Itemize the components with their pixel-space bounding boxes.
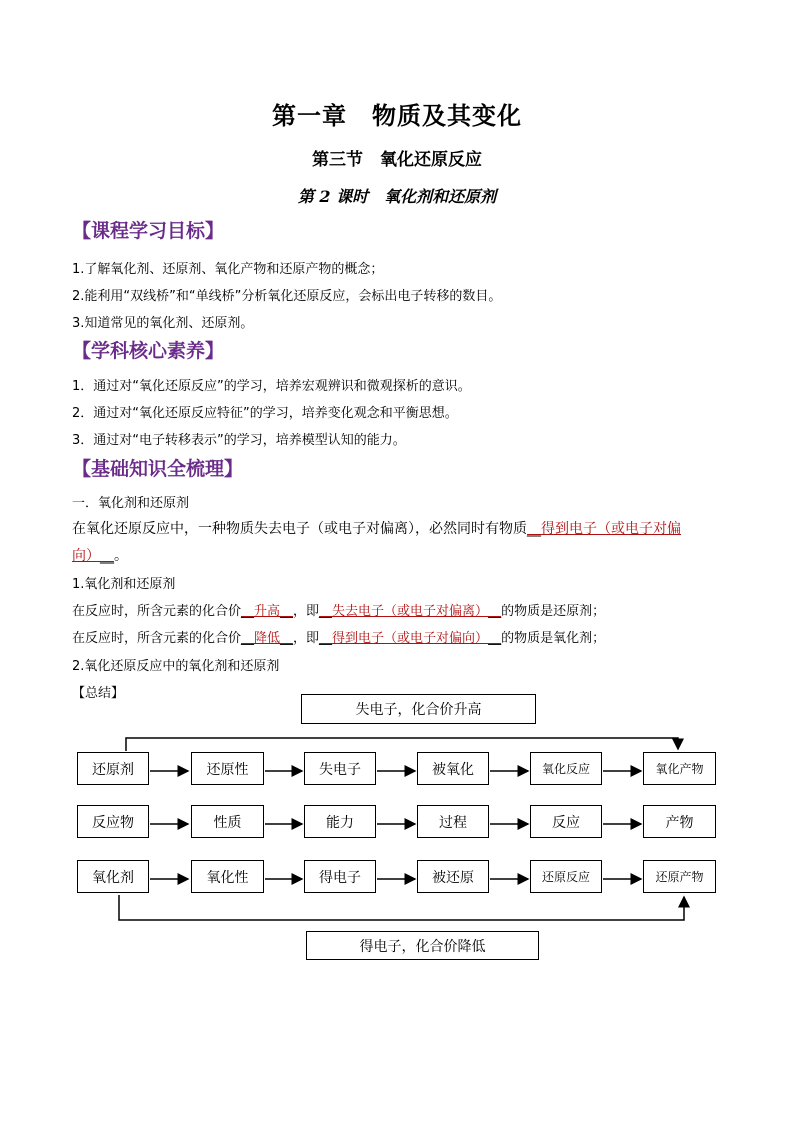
paragraph-line xyxy=(72,518,681,538)
text: 在反应时，所含元素的化合价 xyxy=(72,631,242,646)
definition-line xyxy=(72,627,605,646)
node-reducing-agent: 还原剂 xyxy=(77,752,149,785)
top-label-box: 失电子，化合价升高 xyxy=(301,694,536,724)
node-oxidizability: 氧化性 xyxy=(191,860,264,893)
answer: 降低 xyxy=(254,631,281,646)
para-prefix: 在氧化还原反应中，一种物质失去电子（或电子对偏离），必然同时有物质 xyxy=(72,521,527,537)
literacy-item: 3．通过对“电子转移表示”的学习，培养模型认知的能力。 xyxy=(72,433,406,448)
text: 的物质是氧化剂； xyxy=(501,631,606,646)
top-bracket-arrow xyxy=(126,738,678,751)
blank-underline: __失去电子（或电子对偏离）__ xyxy=(319,604,502,619)
node-lose-electrons: 失电子 xyxy=(304,752,376,785)
answer: 得到电子（或电子对偏向） xyxy=(332,631,489,646)
paragraph-line xyxy=(72,545,128,565)
node-process: 过程 xyxy=(417,805,489,838)
para-suffix: 。 xyxy=(114,548,128,564)
text: 的物质是还原剂； xyxy=(501,604,606,619)
text: 在反应时，所含元素的化合价 xyxy=(72,604,242,619)
basics-heading: 【基础知识全梳理】 xyxy=(72,458,244,480)
definition-line xyxy=(72,600,605,619)
goal-item: 1.了解氧化剂、还原剂、氧化产物和还原产物的概念； xyxy=(72,262,384,277)
bottom-label-box: 得电子，化合价降低 xyxy=(306,931,539,960)
literacy-item: 2．通过对“氧化还原反应特征”的学习，培养变化观念和平衡思想。 xyxy=(72,406,458,421)
node-oxidized: 被氧化 xyxy=(417,752,489,785)
node-reaction: 反应 xyxy=(530,805,602,838)
summary-label: 【总结】 xyxy=(72,686,125,701)
blank-underline: __升高__ xyxy=(241,604,294,619)
blank-underline: __得到电子（或电子对偏 xyxy=(527,521,681,537)
node-oxidizing-agent: 氧化剂 xyxy=(77,860,149,893)
literacy-item: 1．通过对“氧化还原反应”的学习，培养宏观辨识和微观探析的意识。 xyxy=(72,379,471,394)
goal-item: 3.知道常见的氧化剂、还原剂。 xyxy=(72,316,254,331)
literacy-heading: 【学科核心素养】 xyxy=(72,340,225,362)
node-product: 产物 xyxy=(643,805,716,838)
goals-heading: 【课程学习目标】 xyxy=(72,220,225,242)
node-reducibility: 还原性 xyxy=(191,752,264,785)
section-title: 第三节 氧化还原反应 xyxy=(312,150,482,170)
lesson-title: 第 2 课时 氧化剂和还原剂 xyxy=(297,187,497,206)
node-ability: 能力 xyxy=(304,805,376,838)
subheading: 一．氧化剂和还原剂 xyxy=(72,496,190,511)
answer: 得到电子（或电子对偏 xyxy=(541,521,681,537)
node-gain-electrons: 得电子 xyxy=(304,860,376,893)
node-reduction-reaction: 还原反应 xyxy=(530,860,602,893)
blank-underline: 向）__ xyxy=(72,548,114,564)
item-heading: 2.氧化还原反应中的氧化剂和还原剂 xyxy=(72,659,280,674)
chapter-title: 第一章 物质及其变化 xyxy=(272,101,522,130)
text: ，即 xyxy=(293,631,320,646)
blank-underline: __降低__ xyxy=(241,631,294,646)
node-oxidation-product: 氧化产物 xyxy=(643,752,716,785)
answer: 向） xyxy=(72,548,100,564)
item-heading: 1.氧化剂和还原剂 xyxy=(72,577,176,592)
node-reactant: 反应物 xyxy=(77,805,149,838)
node-oxidation-reaction: 氧化反应 xyxy=(530,752,602,785)
answer: 失去电子（或电子对偏离） xyxy=(332,604,489,619)
node-reduction-product: 还原产物 xyxy=(643,860,716,893)
text: ，即 xyxy=(293,604,320,619)
goal-item: 2.能利用“双线桥”和“单线桥”分析氧化还原反应，会标出电子转移的数目。 xyxy=(72,289,502,304)
node-reduced: 被还原 xyxy=(417,860,489,893)
bottom-bracket-arrow xyxy=(119,895,684,920)
node-property: 性质 xyxy=(191,805,264,838)
answer: 升高 xyxy=(254,604,281,619)
blank-underline: __得到电子（或电子对偏向）__ xyxy=(319,631,502,646)
